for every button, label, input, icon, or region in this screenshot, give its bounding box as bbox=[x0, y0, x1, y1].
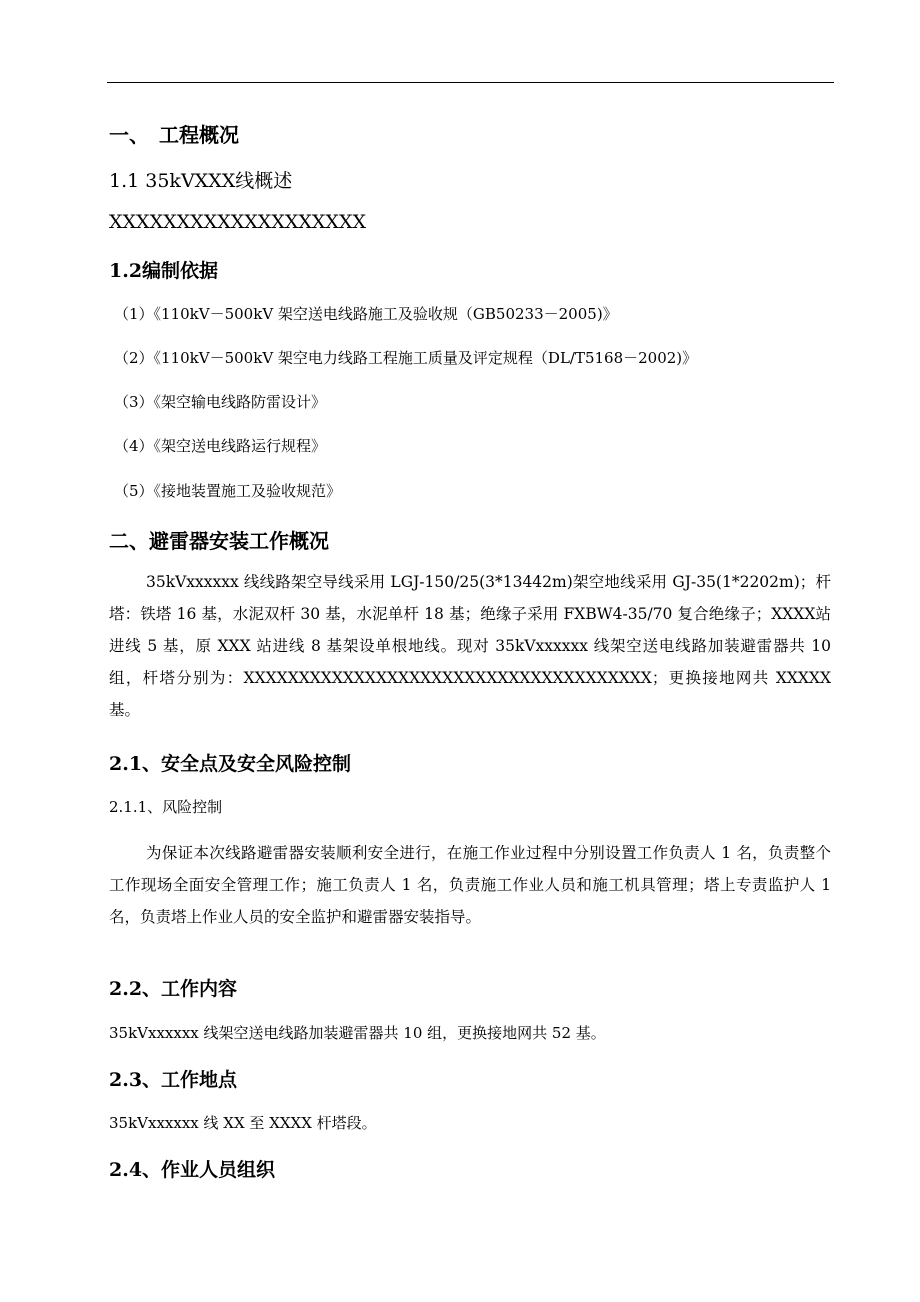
section-2-1-1-body: 为保证本次线路避雷器安装顺利安全进行，在施工作业过程中分别设置工作负责人 1 名，负责整个工作现场全面安全管理工作；施工负责人 1 名，负责施工作业人员和施工机具管理；塔上专责监护人 1 名，负责塔上作业人员的安全监护和避雷器安装指导。 bbox=[109, 844, 831, 926]
section-2-2-body: 35kVxxxxxx 线架空送电线路加装避雷器共 10 组，更换接地网共 52 基。 bbox=[109, 1024, 606, 1042]
section-2-title: 二、避雷器安装工作概况 bbox=[109, 529, 329, 553]
section-1-title: 一、 工程概况 bbox=[109, 123, 239, 147]
section-1-1-title: 1.1 35kVXXX线概述 bbox=[109, 170, 293, 192]
section-2-body: 35kVxxxxxx 线线路架空导线采用 LGJ-150/25(3*13442m)架空地线采用 GJ-35(1*2202m)；杆塔：铁塔 16 基，水泥双杆 30 基，水泥单杆 18 基；绝缘子采用 FXBW4-35/70 复合绝缘子；XXXX站进线 5 基，原 XXX 站进线 8 基架设单根地线。现对 35kVxxxxxx 线架空送电线路加装避雷器共 10 组，杆塔分别为：XXXXXXXXXXXXXXXXXXXXXXXXXXXXXXXXXXXXX；更换接地网共 XXXXX 基。 bbox=[109, 573, 831, 719]
section-1-1-body: XXXXXXXXXXXXXXXXXXX bbox=[109, 211, 367, 233]
reference-item: （4）《架空送电线路运行规程》 bbox=[114, 437, 327, 455]
section-2-3-body: 35kVxxxxxx 线 XX 至 XXXX 杆塔段。 bbox=[109, 1114, 377, 1132]
section-2-1-1-title: 2.1.1、风险控制 bbox=[109, 798, 223, 816]
section-2-1-title: 2.1、安全点及安全风险控制 bbox=[109, 753, 352, 775]
section-2-4-title: 2.4、作业人员组织 bbox=[109, 1159, 276, 1181]
reference-item: （3）《架空输电线路防雷设计》 bbox=[114, 393, 327, 411]
section-1-2-title: 1.2编制依据 bbox=[109, 260, 219, 282]
section-2-3-title: 2.3、工作地点 bbox=[109, 1069, 238, 1091]
reference-item: （2）《110kV－500kV 架空电力线路工程施工质量及评定规程（DL/T5168－2002)》 bbox=[114, 349, 698, 367]
section-2-2-title: 2.2、工作内容 bbox=[109, 978, 238, 1000]
reference-item: （5）《接地装置施工及验收规范》 bbox=[114, 482, 342, 500]
header-rule bbox=[107, 82, 834, 83]
reference-item: （1）《110kV－500kV 架空送电线路施工及验收规（GB50233－2005)》 bbox=[114, 305, 618, 323]
